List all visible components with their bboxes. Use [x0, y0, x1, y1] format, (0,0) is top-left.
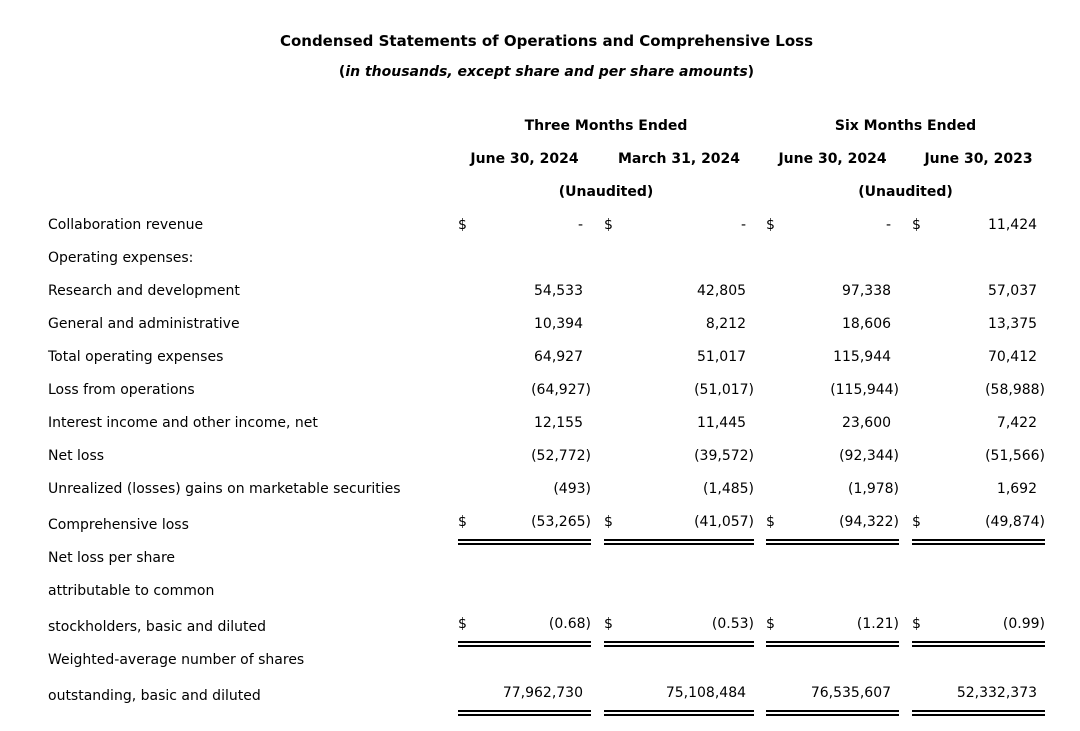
row-label: outstanding, basic and diluted [48, 688, 261, 704]
unaudited-label-three-months: (Unaudited) [558, 184, 654, 200]
value-cell [788, 542, 899, 575]
value-cell: (1,978) [848, 481, 900, 497]
column-spacer [754, 242, 766, 275]
value-cell: 115,944 [833, 349, 892, 365]
currency-symbol-cell [766, 644, 788, 677]
value-cell [934, 542, 1045, 575]
currency-symbol-cell [912, 275, 934, 308]
value-cell: - [885, 217, 892, 233]
statement-title: Condensed Statements of Operations and Comprehensive Loss [279, 32, 814, 50]
table-row [48, 644, 1045, 677]
currency-symbol-cell [604, 440, 626, 473]
currency-symbol-cell [912, 677, 934, 713]
header-spacer [48, 143, 458, 176]
column-spacer [754, 341, 766, 374]
value-cell: (92,344) [839, 448, 900, 464]
value-cell: 54,533 [534, 283, 583, 299]
value-cell [626, 644, 754, 677]
row-label: General and administrative [48, 316, 240, 332]
table-row [48, 275, 1045, 308]
value-cell: (0.99) [934, 608, 1045, 644]
currency-symbol-cell [912, 308, 934, 341]
subtitle-close-paren: ) [747, 64, 755, 80]
subtitle-italic-text: in thousands, except share and per share amounts [345, 64, 748, 80]
value-cell: 12,155 [534, 415, 583, 431]
three-months-ended-header: Three Months Ended [524, 118, 688, 134]
currency-symbol-cell [766, 440, 788, 473]
value-cell: 11,424 [988, 217, 1038, 233]
currency-symbol-cell [766, 575, 788, 608]
column-spacer [754, 575, 766, 608]
value-cell: (41,057) [626, 506, 754, 542]
subtitle-open-paren: ( [338, 64, 346, 80]
header-spacer [48, 176, 458, 209]
column-spacer [754, 473, 766, 506]
value-cell: - [577, 217, 583, 233]
table-row [48, 575, 1045, 608]
row-label: Net loss [48, 448, 105, 464]
column-spacer [899, 542, 912, 575]
table-row [48, 308, 1045, 341]
currency-symbol-cell [604, 374, 626, 407]
column-spacer [591, 374, 604, 407]
column-spacer [899, 608, 912, 644]
column-spacer [591, 308, 604, 341]
value-cell [934, 644, 1045, 677]
column-header-june-30-2024-ytd: June 30, 2024 [778, 151, 887, 167]
table-row [48, 374, 1045, 407]
table-row [48, 407, 1045, 440]
column-spacer [754, 374, 766, 407]
table-row [48, 242, 1045, 275]
column-header-june-30-2024-q: June 30, 2024 [470, 151, 579, 167]
currency-symbol-cell [604, 308, 626, 341]
currency-symbol-cell [458, 677, 480, 713]
currency-symbol-cell: $ [766, 506, 788, 542]
column-spacer [754, 440, 766, 473]
column-spacer [591, 677, 604, 713]
value-cell: 23,600 [842, 415, 892, 431]
value-cell: 7,422 [996, 415, 1038, 431]
header-spacer [591, 143, 604, 176]
unaudited-label-six-months: (Unaudited) [858, 184, 953, 200]
column-spacer [899, 407, 912, 440]
row-label: attributable to common [48, 583, 215, 599]
column-spacer [591, 644, 604, 677]
column-spacer [754, 542, 766, 575]
value-cell: 51,017 [697, 349, 747, 365]
value-cell: (49,874) [934, 506, 1045, 542]
currency-symbol-cell [458, 308, 480, 341]
column-spacer [754, 506, 766, 542]
row-label: Collaboration revenue [48, 217, 204, 233]
currency-symbol-cell [458, 644, 480, 677]
row-label: Research and development [48, 283, 240, 299]
value-cell: (64,927) [531, 382, 591, 398]
value-cell: (1,485) [703, 481, 755, 497]
currency-symbol-cell [912, 575, 934, 608]
column-spacer [591, 341, 604, 374]
currency-symbol-cell [458, 242, 480, 275]
value-cell: (53,265) [480, 506, 591, 542]
currency-symbol-cell [912, 644, 934, 677]
value-cell [626, 575, 754, 608]
currency-symbol-cell [458, 542, 480, 575]
currency-symbol-cell [912, 473, 934, 506]
row-label: Net loss per share [48, 550, 176, 566]
table-row [48, 542, 1045, 575]
header-spacer [754, 176, 766, 209]
column-spacer [899, 644, 912, 677]
column-spacer [591, 242, 604, 275]
currency-symbol-cell [458, 374, 480, 407]
value-cell [788, 575, 899, 608]
table-row [48, 341, 1045, 374]
column-spacer [754, 644, 766, 677]
currency-symbol-cell [912, 440, 934, 473]
row-label: Comprehensive loss [48, 517, 189, 533]
column-spacer [591, 440, 604, 473]
column-spacer [591, 542, 604, 575]
value-cell: - [740, 217, 747, 233]
currency-symbol-cell [604, 275, 626, 308]
period-group-header-row [48, 110, 1045, 143]
currency-symbol-cell [604, 575, 626, 608]
currency-symbol-cell [604, 341, 626, 374]
currency-symbol-cell: $ [458, 217, 467, 233]
currency-symbol-cell [766, 242, 788, 275]
value-cell: 13,375 [988, 316, 1038, 332]
currency-symbol-cell: $ [604, 608, 626, 644]
column-spacer [591, 209, 604, 242]
currency-symbol-cell [604, 644, 626, 677]
currency-symbol-cell [912, 542, 934, 575]
value-cell [480, 542, 591, 575]
currency-symbol-cell [604, 677, 626, 713]
column-spacer [754, 209, 766, 242]
value-cell: (39,572) [694, 448, 755, 464]
currency-symbol-cell [912, 341, 934, 374]
table-row [48, 473, 1045, 506]
currency-symbol-cell [766, 407, 788, 440]
column-spacer [899, 275, 912, 308]
value-cell: 52,332,373 [934, 677, 1045, 713]
column-spacer [591, 473, 604, 506]
value-cell: 1,692 [996, 481, 1038, 497]
value-cell: (52,772) [531, 448, 591, 464]
value-cell: 75,108,484 [626, 677, 754, 713]
table-row [48, 608, 1045, 644]
column-spacer [591, 608, 604, 644]
currency-symbol-cell [458, 341, 480, 374]
header-spacer [899, 143, 912, 176]
column-spacer [591, 575, 604, 608]
column-spacer [899, 575, 912, 608]
value-cell: (0.53) [626, 608, 754, 644]
value-cell: 42,805 [697, 283, 747, 299]
value-cell: 57,037 [988, 283, 1038, 299]
value-cell [788, 242, 899, 275]
currency-symbol-cell: $ [912, 506, 934, 542]
value-cell [788, 644, 899, 677]
table-row [48, 440, 1045, 473]
value-cell [480, 644, 591, 677]
value-cell: 18,606 [842, 316, 892, 332]
currency-symbol-cell [604, 407, 626, 440]
currency-symbol-cell [604, 242, 626, 275]
column-spacer [899, 341, 912, 374]
row-label: Total operating expenses [48, 349, 224, 365]
header-spacer [754, 143, 766, 176]
currency-symbol-cell [604, 473, 626, 506]
value-cell: (1.21) [788, 608, 899, 644]
currency-symbol-cell [458, 440, 480, 473]
currency-symbol-cell: $ [604, 506, 626, 542]
value-cell: 10,394 [534, 316, 583, 332]
column-spacer [899, 677, 912, 713]
column-spacer [899, 440, 912, 473]
value-cell: 77,962,730 [480, 677, 591, 713]
header-spacer [48, 110, 458, 143]
value-cell [480, 575, 591, 608]
table-row [48, 209, 1045, 242]
value-cell: 64,927 [534, 349, 583, 365]
currency-symbol-cell [912, 407, 934, 440]
currency-symbol-cell: $ [458, 506, 480, 542]
currency-symbol-cell: $ [458, 608, 480, 644]
value-cell [934, 242, 1045, 275]
currency-symbol-cell: $ [766, 608, 788, 644]
column-spacer [899, 506, 912, 542]
column-header-june-30-2023: June 30, 2023 [924, 151, 1033, 167]
row-label: Unrealized (losses) gains on marketable securities [48, 481, 401, 497]
column-spacer [899, 473, 912, 506]
currency-symbol-cell [912, 242, 934, 275]
column-spacer [754, 677, 766, 713]
column-spacer [591, 275, 604, 308]
currency-symbol-cell [458, 407, 480, 440]
column-spacer [754, 608, 766, 644]
currency-symbol-cell: $ [912, 217, 921, 233]
column-spacer [899, 242, 912, 275]
column-spacer [754, 407, 766, 440]
currency-symbol-cell [458, 575, 480, 608]
statement-table [48, 110, 1045, 716]
value-cell: 11,445 [697, 415, 747, 431]
row-label: Loss from operations [48, 382, 195, 398]
currency-symbol-cell [912, 374, 934, 407]
six-months-ended-header: Six Months Ended [834, 118, 977, 134]
value-cell: (51,017) [694, 382, 755, 398]
currency-symbol-cell [458, 473, 480, 506]
value-cell: (493) [553, 481, 591, 497]
value-cell: 70,412 [988, 349, 1038, 365]
column-spacer [754, 308, 766, 341]
column-spacer [899, 308, 912, 341]
value-cell: (51,566) [985, 448, 1046, 464]
column-header-march-31-2024: March 31, 2024 [617, 151, 741, 167]
table-row [48, 677, 1045, 713]
column-spacer [899, 209, 912, 242]
value-cell: (115,944) [830, 382, 900, 398]
statement-subtitle [48, 64, 1045, 81]
value-cell: 8,212 [705, 316, 747, 332]
value-cell: (58,988) [985, 382, 1046, 398]
column-spacer [899, 374, 912, 407]
table-row [48, 506, 1045, 542]
currency-symbol-cell [766, 374, 788, 407]
currency-symbol-cell [766, 275, 788, 308]
unaudited-row [48, 176, 1045, 209]
value-cell: (94,322) [788, 506, 899, 542]
currency-symbol-cell [766, 341, 788, 374]
value-cell: (0.68) [480, 608, 591, 644]
column-spacer [754, 275, 766, 308]
value-cell: 76,535,607 [788, 677, 899, 713]
currency-symbol-cell [766, 677, 788, 713]
value-cell: 97,338 [842, 283, 892, 299]
currency-symbol-cell [766, 542, 788, 575]
header-spacer [754, 110, 766, 143]
column-spacer [591, 506, 604, 542]
row-label: stockholders, basic and diluted [48, 619, 267, 635]
currency-symbol-cell: $ [604, 217, 613, 233]
value-cell [626, 542, 754, 575]
currency-symbol-cell [766, 308, 788, 341]
column-spacer [591, 407, 604, 440]
column-header-row [48, 143, 1045, 176]
currency-symbol-cell: $ [912, 608, 934, 644]
row-label: Weighted-average number of shares [48, 652, 305, 668]
value-cell [626, 242, 754, 275]
row-label: Interest income and other income, net [48, 415, 318, 431]
row-label: Operating expenses: [48, 250, 194, 266]
currency-symbol-cell [604, 542, 626, 575]
currency-symbol-cell [766, 473, 788, 506]
currency-symbol-cell [458, 275, 480, 308]
value-cell [480, 242, 591, 275]
currency-symbol-cell: $ [766, 217, 775, 233]
value-cell [934, 575, 1045, 608]
